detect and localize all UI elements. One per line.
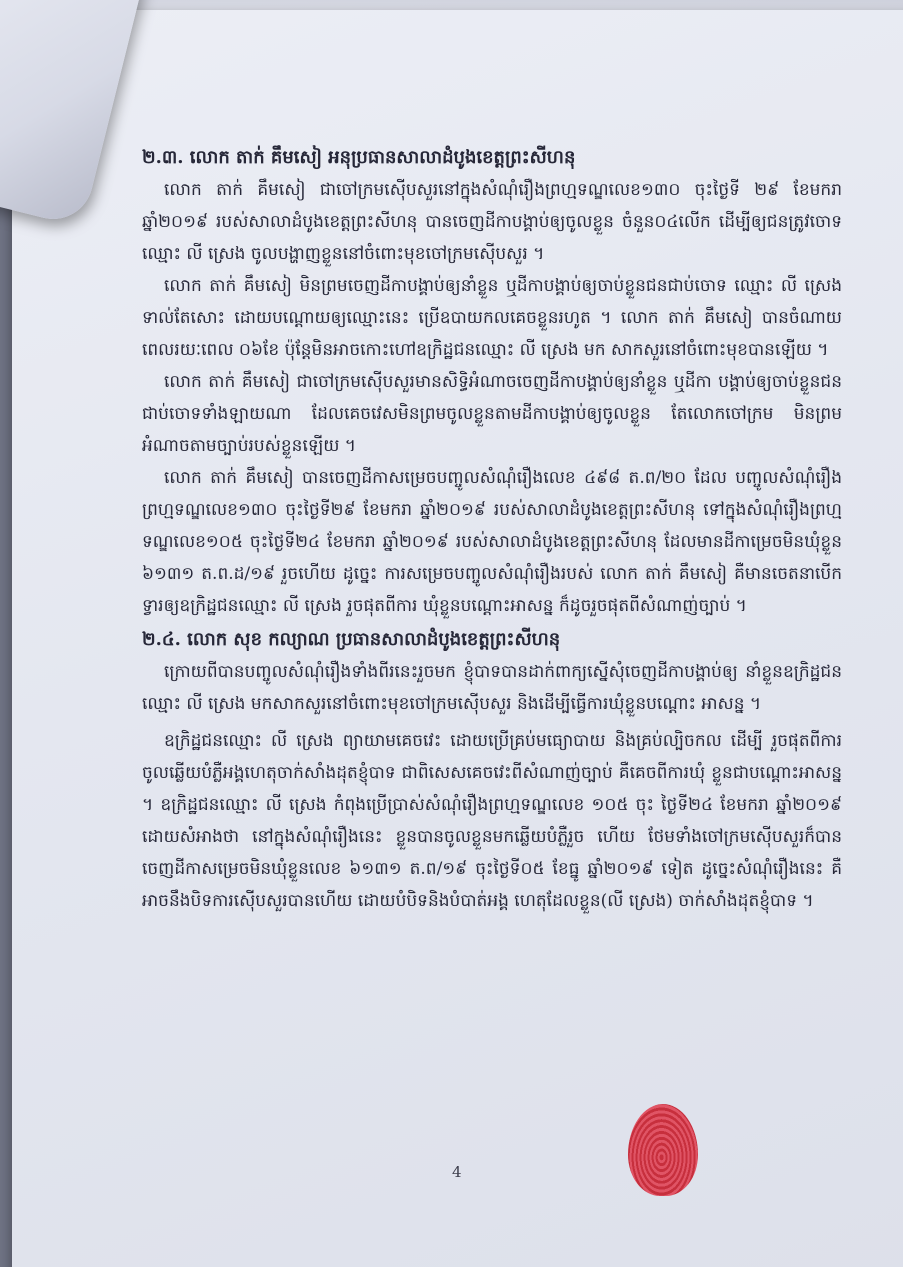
red-fingerprint-stamp bbox=[628, 1104, 698, 1196]
paragraph: ឧក្រិដ្ឋជនឈ្មោះ លី ស្រេង ព្យាយាមគេចវេះ ដោយប្រើគ្រប់មធ្យោបាយ និងគ្រប់ល្បិចកល ដើម្បី រួចផុតពីការចូលឆ្លើយបំភ្លឺអង្គហេតុចាក់សាំងដុតខ្ញុំបាទ ជាពិសេសគេចវេះពីសំណាញ់ច្បាប់ គឺគេចពីការឃុំ ខ្លួនជាបណ្តោះអាសន្ន ។ ឧក្រិដ្ឋជនឈ្មោះ លី ស្រេង កំពុងប្រើប្រាស់សំណុំរឿងព្រហ្មទណ្ឌលេខ ១០៥ ចុះ ថ្ងៃទី២៤ ខែមករា ឆ្នាំ២០១៩ ដោយសំអាងថា នៅក្នុងសំណុំរឿងនេះ ខ្លួនបានចូលខ្លួនមកឆ្លើយបំភ្លឺរួច ហើយ ថែមទាំងចៅក្រមស៊ើបសួរក៏បានចេញដីកាសម្រេចមិនឃុំខ្លួនលេខ ៦១៣១ ត.ព/១៩ ចុះថ្ងៃទី០៥ ខែធ្នូ ឆ្នាំ២០១៩ ទៀត ដូច្នេះសំណុំរឿងនេះ គឺអាចនឹងបិទការស៊ើបសួរបានហើយ ដោយបំបិទនិងបំបាត់អង្គ ហេតុដែលខ្លួន(លី ស្រេង) ចាក់សាំងដុតខ្ញុំបាទ ។ bbox=[142, 731, 842, 911]
section-heading: ២.៤. លោក សុខ កល្យាណ ប្រធានសាលាដំបូងខេត្តព្រះសីហនុ bbox=[142, 629, 561, 650]
page-number: 4 bbox=[452, 1163, 462, 1181]
paragraph: លោក តាក់ គឹមសៀ ជាចៅក្រមស៊ើបសួរមានសិទ្ធិអំណាចចេញដីកាបង្គាប់ឲ្យនាំខ្លួន ឬដីកា បង្គាប់ឲ្យចាប់ខ្លួនជនជាប់ចោទទាំងឡាយណា ដែលគេចវេសមិនព្រមចូលខ្លួនតាមដីកាបង្គាប់ឲ្យចូលខ្លួន តែលោកចៅក្រម មិនព្រមអំណាចតាមច្បាប់របស់ខ្លួនឡើយ ។ bbox=[142, 372, 842, 456]
document-body bbox=[142, 140, 842, 917]
section-heading: ២.៣. លោក តាក់ គឹមសៀ អនុប្រធានសាលាដំបូងខេត្តព្រះសីហនុ bbox=[142, 147, 576, 168]
paragraph: លោក តាក់ គឹមសៀ មិនព្រមចេញដីកាបង្គាប់ឲ្យនាំខ្លួន ឬដីកាបង្គាប់ឲ្យចាប់ខ្លួនជនជាប់ចោទ ឈ្មោះ លី ស្រេង ទាល់តែសោះ ដោយបណ្តោយឲ្យឈ្មោះនេះ ប្រើឧបាយកលគេចខ្លួនរហូត ។ លោក តាក់ គឹមសៀ បានចំណាយពេលរយៈពេល ០៦ខែ ប៉ុន្តែមិនអាចកោះហៅឧក្រិដ្ឋជនឈ្មោះ លី ស្រេង មក សាកសួរនៅចំពោះមុខបានឡើយ ។ bbox=[142, 276, 842, 360]
paragraph: លោក តាក់ គឹមសៀ ជាចៅក្រមស៊ើបសួរនៅក្នុងសំណុំរឿងព្រហ្មទណ្ឌលេខ១៣០ ចុះថ្ងៃទី ២៩ ខែមករា ឆ្នាំ២០១៩ របស់សាលាដំបូងខេត្តព្រះសីហនុ បានចេញដីកាបង្គាប់ឲ្យចូលខ្លួន ចំនួន០៤លើក ដើម្បីឲ្យជនត្រូវចោទឈ្មោះ លី ស្រេង ចូលបង្ហាញខ្លួននៅចំពោះមុខចៅក្រមស៊ើបសួរ ។ bbox=[142, 180, 842, 264]
paragraph: លោក តាក់ គឹមសៀ បានចេញដីកាសម្រេចបញ្ចូលសំណុំរឿងលេខ ៤៩៨ ត.ព/២០ ដែល បញ្ចូលសំណុំរឿងព្រហ្មទណ្ឌលេខ១៣០ ចុះថ្ងៃទី២៩ ខែមករា ឆ្នាំ២០១៩ របស់សាលាដំបូងខេត្តព្រះសីហនុ ទៅក្នុងសំណុំរឿងព្រហ្មទណ្ឌលេខ១០៥ ចុះថ្ងៃទី២៤ ខែមករា ឆ្នាំ២០១៩ របស់សាលាដំបូងខេត្តព្រះសីហនុ ដែលមានដីកាម្រេចមិនឃុំខ្លួន ៦១៣១ ត.ព.ដ/១៩ រួចហើយ ដូច្នេះ ការសម្រេចបញ្ចូលសំណុំរឿងរបស់ លោក តាក់ គឹមសៀ គឺមានចេតនាបើកទ្វារឲ្យឧក្រិដ្ឋជនឈ្មោះ លី ស្រេង រួចផុតពីការ ឃុំខ្លួនបណ្តោះអាសន្ន ក៏ដូចរួចផុតពីសំណាញ់ច្បាប់ ។ bbox=[142, 468, 842, 616]
paragraph: ក្រោយពីបានបញ្ចូលសំណុំរឿងទាំងពីរនេះរួចមក ខ្ញុំបាទបានដាក់ពាក្យស្នើសុំចេញដីកាបង្គាប់ឲ្យ នាំខ្លួនឧក្រិដ្ឋជនឈ្មោះ លី ស្រេង មកសាកសួរនៅចំពោះមុខចៅក្រមស៊ើបសួរ និងដើម្បីធ្វើការឃុំខ្លួនបណ្តោះ អាសន្ន ។ bbox=[142, 662, 842, 714]
